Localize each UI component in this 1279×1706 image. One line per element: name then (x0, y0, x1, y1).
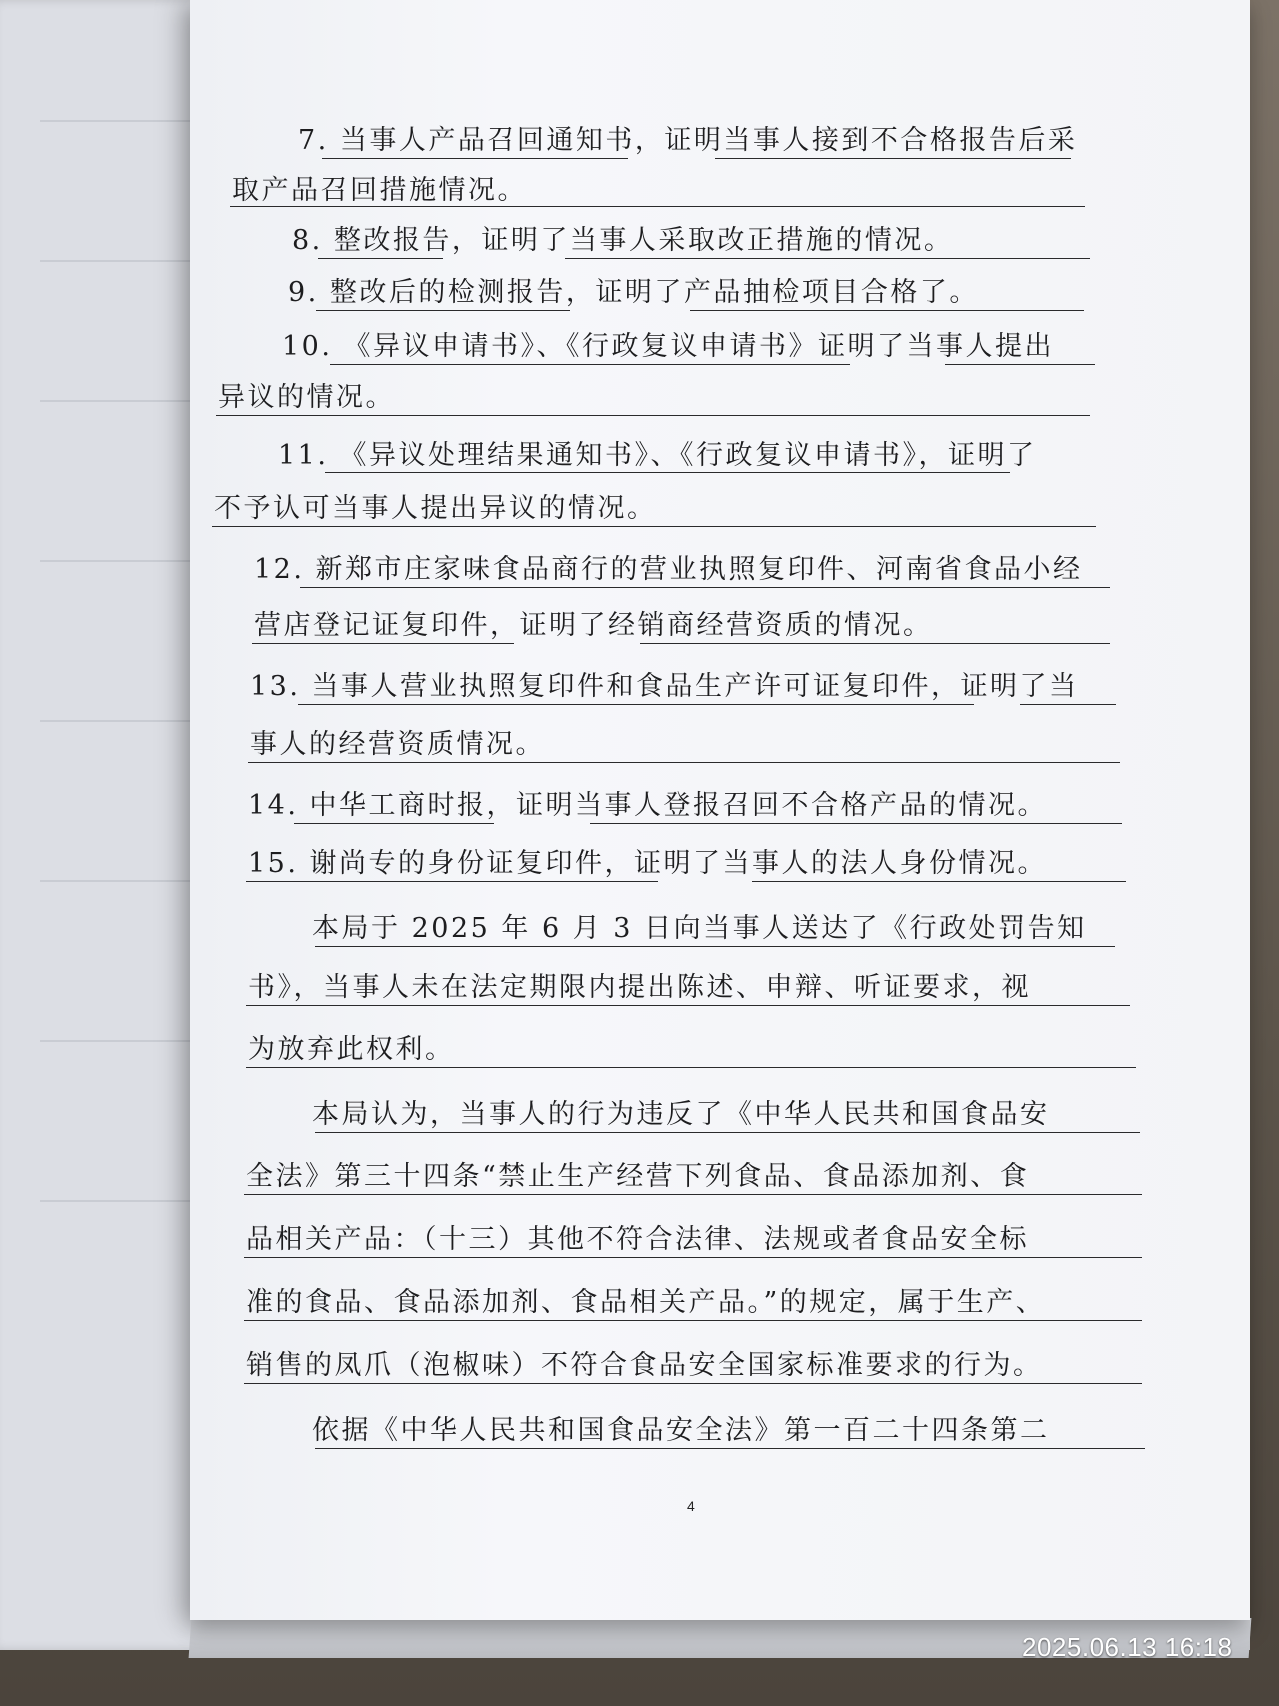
ghost-line (40, 260, 210, 262)
text-line: 全法》第三十四条“禁止生产经营下列食品、食品添加剂、食 (246, 1161, 1030, 1192)
underline (216, 415, 1090, 416)
text-line: 10. 《异议申请书》、《行政复议申请书》证明了当事人提出 (282, 331, 1055, 362)
ghost-line (40, 560, 210, 562)
underline (322, 158, 628, 159)
underline (715, 158, 1071, 159)
text-line: 7. 当事人产品召回通知书，证明当事人接到不合格报告后采 (298, 125, 1078, 156)
ghost-line (40, 120, 210, 122)
underline (752, 881, 1126, 882)
underline (315, 1448, 1145, 1449)
underline (330, 364, 850, 365)
underline (565, 258, 1090, 259)
text-line: 11. 《异议处理结果通知书》、《行政复议申请书》，证明了 (278, 440, 1037, 471)
text-line: 销售的凤爪（泡椒味）不符合食品安全国家标准要求的行为。 (246, 1350, 1043, 1381)
underline (244, 1383, 1142, 1384)
text-line: 异议的情况。 (218, 382, 395, 413)
text-line: 取产品召回措施情况。 (232, 175, 527, 206)
underline (690, 310, 1084, 311)
page-number: 4 (687, 1498, 695, 1514)
underline (252, 643, 514, 644)
underline (212, 526, 1096, 527)
ghost-line (40, 1200, 210, 1202)
underline (294, 823, 494, 824)
ghost-line (40, 1040, 210, 1042)
underline (298, 704, 974, 705)
underline (230, 206, 1085, 207)
underline (640, 643, 1110, 644)
photo-timestamp: 2025.06.13 16:18 (1022, 1632, 1233, 1662)
text-line: 事人的经营资质情况。 (250, 729, 545, 760)
text-line: 不予认可当事人提出异议的情况。 (214, 493, 657, 524)
text-line: 营店登记证复印件，证明了经销商经营资质的情况。 (254, 610, 933, 641)
underline (244, 1257, 1142, 1258)
text-line: 本局于 2025 年 6 月 3 日向当事人送达了《行政处罚告知 (312, 913, 1087, 944)
underline (315, 1132, 1140, 1133)
underline (248, 762, 1120, 763)
underline (325, 472, 1010, 473)
text-line: 8. 整改报告，证明了当事人采取改正措施的情况。 (292, 225, 954, 256)
underline (246, 1005, 1130, 1006)
underline (318, 258, 443, 259)
text-line: 准的食品、食品添加剂、食品相关产品。”的规定，属于生产、 (246, 1287, 1046, 1318)
ghost-line (40, 720, 210, 722)
text-line: 15. 谢尚专的身份证复印件，证明了当事人的法人身份情况。 (248, 848, 1048, 879)
underline (300, 587, 1110, 588)
underline (244, 1320, 1142, 1321)
underline (1020, 704, 1116, 705)
text-line: 为放弃此权利。 (248, 1034, 455, 1065)
ghost-line (40, 880, 210, 882)
text-line: 本局认为，当事人的行为违反了《中华人民共和国食品安 (312, 1099, 1050, 1130)
text-line: 13. 当事人营业执照复印件和食品生产许可证复印件，证明了当 (250, 671, 1079, 702)
underline (945, 364, 1095, 365)
underline (244, 1194, 1142, 1195)
underline (246, 881, 658, 882)
underline (316, 310, 570, 311)
underline (590, 823, 1122, 824)
text-line: 品相关产品：（十三）其他不符合法律、法规或者食品安全标 (246, 1224, 1029, 1255)
text-line: 14. 中华工商时报，证明当事人登报召回不合格产品的情况。 (248, 790, 1048, 821)
text-line: 12. 新郑市庄家味食品商行的营业执照复印件、河南省食品小经 (254, 554, 1083, 585)
text-line: 依据《中华人民共和国食品安全法》第一百二十四条第二 (312, 1415, 1050, 1446)
text-line: 9. 整改后的检测报告，证明了产品抽检项目合格了。 (288, 277, 979, 308)
underline (246, 1067, 1136, 1068)
underline (315, 946, 1115, 947)
text-line: 书》，当事人未在法定期限内提出陈述、申辩、听证要求，视 (248, 972, 1031, 1003)
ghost-line (40, 400, 210, 402)
